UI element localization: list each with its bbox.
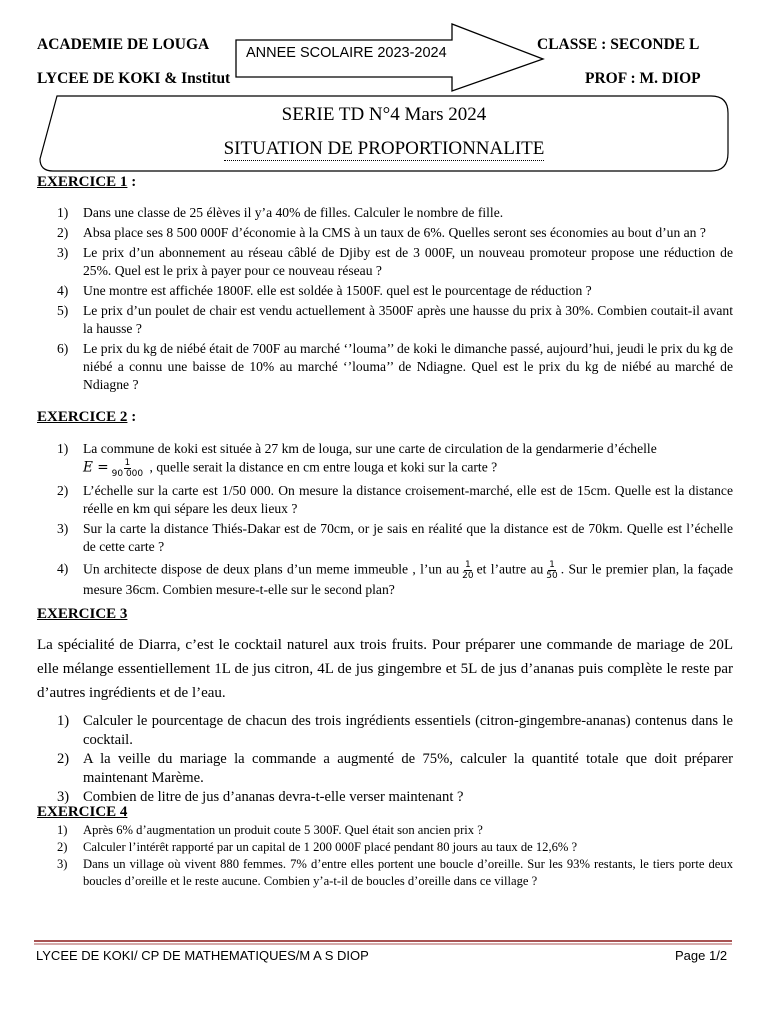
question-number: 4) xyxy=(57,561,69,576)
question-text: et l’autre au xyxy=(476,561,544,577)
list-item xyxy=(45,856,733,890)
fraction-denominator: 50 xyxy=(546,571,558,581)
question-text: Calculer le pourcentage de chacun des trois ingrédients essentiels (citron-gingembre-ananas) contenus dans le cocktail. xyxy=(83,713,733,748)
header-academie: ACADEMIE DE LOUGA xyxy=(37,36,210,53)
school-year-arrow xyxy=(235,22,545,92)
fraction-numerator: 1 xyxy=(549,560,555,570)
question-number: 1) xyxy=(57,823,68,837)
list-item xyxy=(45,839,733,856)
question-number: 2) xyxy=(57,751,70,767)
series-subtitle xyxy=(39,138,729,160)
exercise-1-questions xyxy=(45,204,733,394)
question-text: A la veille du mariage la commande a augmenté de 75%, calculer la quantité totale que doit préparer maintenant Marème. xyxy=(83,751,733,786)
exercise-1-heading xyxy=(37,174,136,191)
exercise-1-title: EXERCICE 1 xyxy=(37,174,128,190)
fraction-denominator: 90 000 xyxy=(111,469,144,479)
question-text: Sur la carte la distance Thiés-Dakar est de 70cm, or je sais en réalité que la distance est de 70km. Quelle est l’échelle de cette carte ? xyxy=(83,521,733,554)
exercise-4-heading xyxy=(37,804,127,821)
series-title: SERIE TD N°4 Mars 2024 xyxy=(281,104,487,125)
question-text: Une montre est affichée 1800F. elle est soldée à 1500F. quel est le pourcentage de réduction ? xyxy=(83,283,592,298)
question-number: 2) xyxy=(57,483,69,498)
question-number: 1) xyxy=(57,205,69,220)
question-text: Dans une classe de 25 élèves il y’a 40% de filles. Calculer le nombre de fille. xyxy=(83,205,504,220)
exercise-3-heading xyxy=(37,606,127,623)
footer-author: LYCEE DE KOKI/ CP DE MATHEMATIQUES/M A S DIOP xyxy=(36,948,369,963)
list-item xyxy=(45,560,733,599)
list-item xyxy=(45,750,733,788)
list-item xyxy=(45,712,733,750)
list-item xyxy=(45,482,733,518)
list-item xyxy=(45,302,733,338)
plan-fraction-1 xyxy=(461,560,474,581)
list-item xyxy=(45,440,733,479)
fraction-numerator: 1 xyxy=(124,458,131,468)
question-number: 3) xyxy=(57,245,69,260)
question-number: 1) xyxy=(57,441,69,456)
question-text: Absa place ses 8 500 000F d’économie à la CMS à un taux de 6%. Quelles seront ses économies au bout d’un an ? xyxy=(83,225,706,240)
footer-divider xyxy=(34,940,732,945)
exercise-2-colon: : xyxy=(127,409,137,425)
question-text: Le prix du kg de niébé était de 700F au marché ‘’louma’’ de koki le dimanche passé, aujourd’hui, jeudi le prix du kg de niébé a connu une baisse de 10% au marché ‘’louma’’ de Ndiagne. Quel est le prix du kg de niébé au marché de Ndiagne ? xyxy=(83,341,733,392)
question-text: L’échelle sur la carte est 1/50 000. On mesure la distance croisement-marché, elle est de 15cm. Quelle est la distance réelle en km qui sépare les deux lieux ? xyxy=(83,483,733,516)
school-year-label: ANNEE SCOLAIRE 2023-2024 xyxy=(246,45,447,61)
page-number: Page 1/2 xyxy=(675,948,728,963)
exercise-4-title: EXERCICE 4 xyxy=(37,804,128,820)
question-text: Combien de litre de jus d’ananas devra-t-elle verser maintenant ? xyxy=(83,789,464,805)
exercise-4-questions xyxy=(45,822,733,890)
fraction-numerator: 1 xyxy=(464,560,471,570)
question-text: Calculer l’intérêt rapporté par un capital de 1 200 000F placé pendant 80 jours au taux de 12,6% ? xyxy=(83,840,578,854)
header-lycee: LYCEE DE KOKI & Institut xyxy=(37,70,231,87)
list-item xyxy=(45,224,733,242)
exercise-1-colon: : xyxy=(127,174,137,190)
list-item xyxy=(45,822,733,839)
question-text: Après 6% d’augmentation un produit coute 5 300F. Quel était son ancien prix ? xyxy=(83,823,483,837)
question-text: Dans un village où vivent 880 femmes. 7% d’entre elles portent une boucle d’oreille. Sur les 93% restants, le tiers porte deux boucles d’oreille et le reste aucune. Combien y’a-t-il de boucles d’oreille dans ce village ? xyxy=(83,857,733,888)
scale-fraction xyxy=(111,458,145,479)
exercise-3-intro: La spécialité de Diarra, c’est le cocktail naturel aux trois fruits. Pour préparer une commande de mariage de 20L elle mélange essentiellement 1L de jus citron, 4L de jus gingembre et 5L de jus d’ananas puis complète le reste par d’autres ingrédients et de l’eau. xyxy=(37,637,733,701)
question-number: 3) xyxy=(57,789,70,805)
list-item xyxy=(45,340,733,394)
title-box xyxy=(39,95,729,175)
exercise-2-heading xyxy=(37,409,136,426)
question-text: Le prix d’un abonnement au réseau câblé de Djiby est de 3 000F, un nouveau promoteur propose une réduction de 25%. Quel est le prix à payer pour ce nouveau réseau ? xyxy=(83,245,733,278)
question-number: 3) xyxy=(57,857,68,871)
fraction-denominator: 20 xyxy=(462,571,474,581)
question-text: La commune de koki est située à 27 km de louga, sur une carte de circulation de la gendarmerie d’échelle xyxy=(83,441,657,456)
exercise-3-title: EXERCICE 3 xyxy=(37,606,128,622)
plan-fraction-2 xyxy=(545,560,558,581)
question-number: 5) xyxy=(57,303,69,318)
list-item xyxy=(45,788,733,807)
list-item xyxy=(45,244,733,280)
question-number: 3) xyxy=(57,521,69,536)
series-subtitle-text: SITUATION DE PROPORTIONNALITE xyxy=(223,138,545,159)
question-text: . Sur le premier plan, la façade mesure 36cm. Combien mesure-t-elle sur le second plan? xyxy=(83,561,733,597)
question-text: Le prix d’un poulet de chair est vendu actuellement à 3500F après une hausse du prix à 30%. Combien coutait-il avant la hausse ? xyxy=(83,303,733,336)
list-item xyxy=(45,282,733,300)
list-item xyxy=(45,520,733,556)
scale-equation: E = xyxy=(83,459,109,476)
question-number: 1) xyxy=(57,713,70,729)
question-number: 2) xyxy=(57,840,68,854)
exercise-2-title: EXERCICE 2 xyxy=(37,409,128,425)
list-item xyxy=(45,204,733,222)
exercise-2-questions xyxy=(45,440,733,599)
header-prof: PROF : M. DIOP xyxy=(585,70,701,87)
question-text: , quelle serait la distance en cm entre louga et koki sur la carte ? xyxy=(149,459,498,475)
question-number: 6) xyxy=(57,341,69,356)
question-number: 4) xyxy=(57,283,69,298)
question-number: 2) xyxy=(57,225,69,240)
header-classe: CLASSE : SECONDE L xyxy=(537,36,700,53)
exercise-3-questions xyxy=(45,712,733,807)
question-text: Un architecte dispose de deux plans d’un meme immeuble , l’un au xyxy=(83,561,460,577)
